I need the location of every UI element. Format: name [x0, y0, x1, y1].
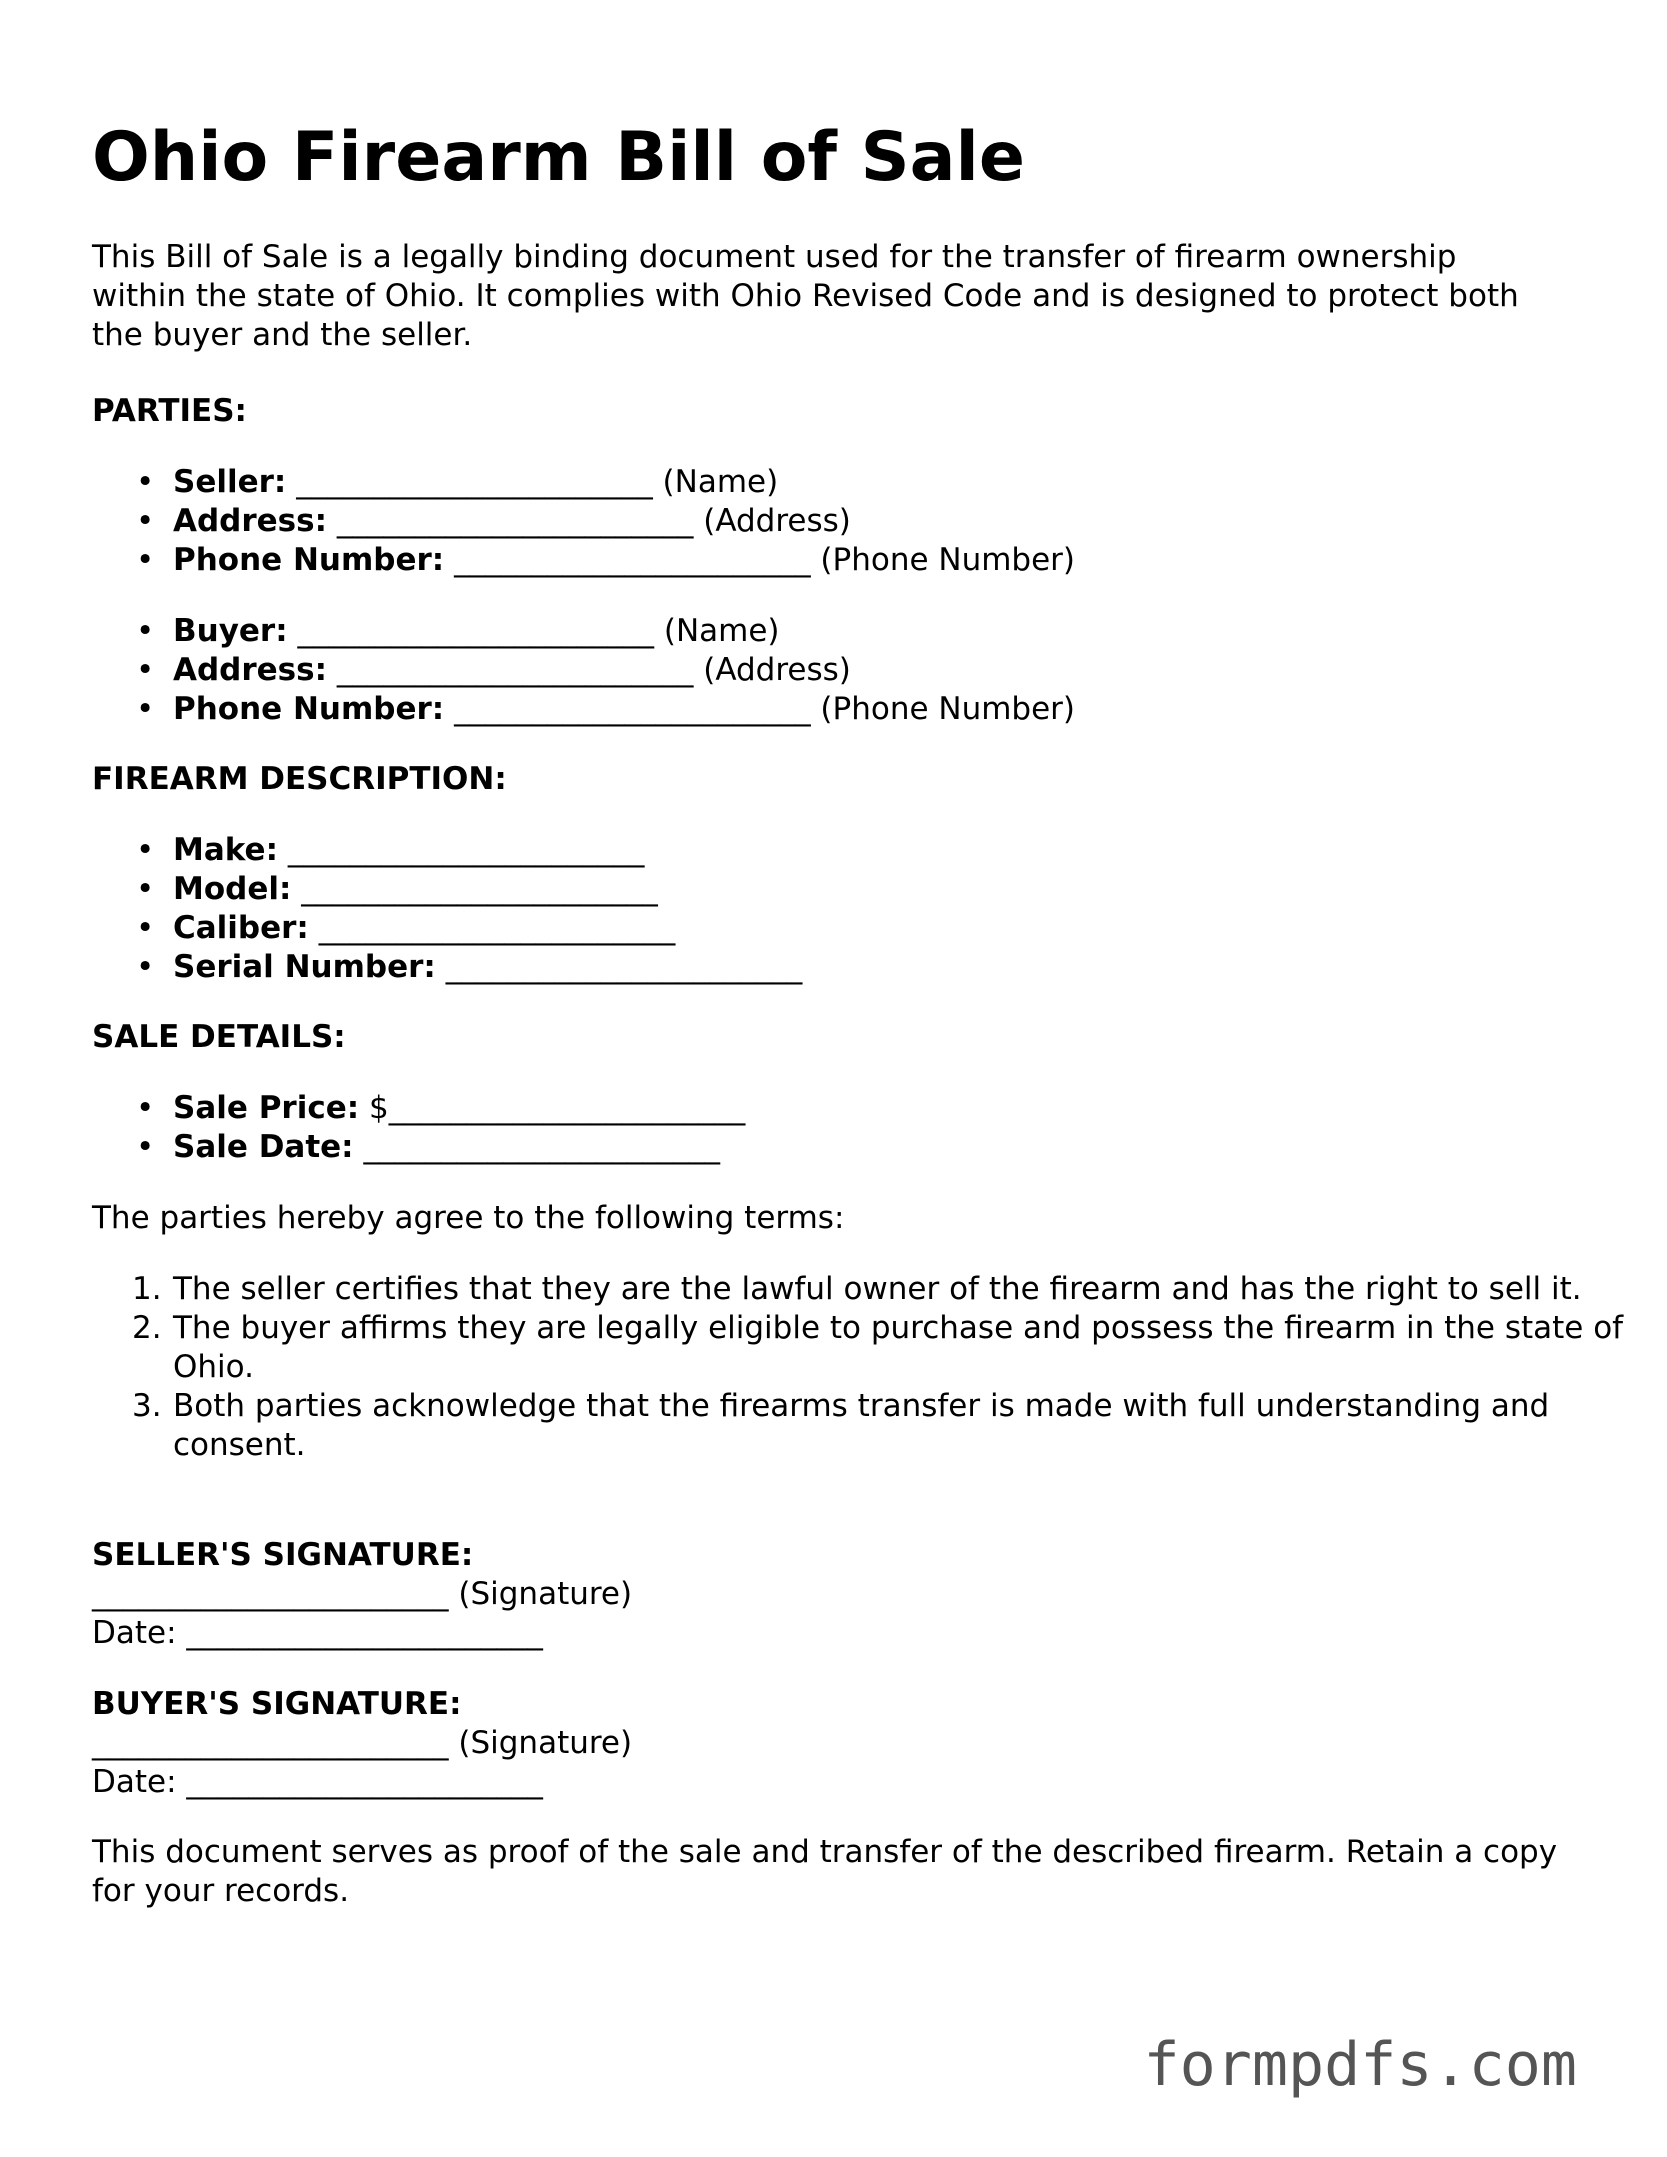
signature-hint: (Signature)	[458, 1725, 633, 1761]
buyer-phone-field	[92, 690, 1075, 729]
field-hint: (Address)	[703, 652, 851, 688]
term-number: 2.	[132, 1310, 162, 1346]
field-blank[interactable]: _______________________	[363, 1129, 720, 1165]
terms-intro: The parties hereby agree to the following terms:	[92, 1200, 845, 1236]
field-blank[interactable]: $_______________________	[368, 1090, 746, 1126]
firearm-fields-list	[92, 831, 802, 987]
field-hint: (Name)	[662, 464, 779, 500]
sale-details-heading: SALE DETAILS:	[92, 1019, 346, 1055]
field-hint: (Name)	[663, 613, 780, 649]
buyer-date-line	[92, 1763, 632, 1802]
firearm-serial-number-field	[92, 948, 802, 987]
term-text: The seller certifies that they are the lawful owner of the firearm and has the right to sell it.	[173, 1271, 1582, 1307]
term-item	[92, 1270, 1663, 1309]
sale-price-field	[92, 1089, 745, 1128]
term-text: The buyer affirms they are legally eligible to purchase and possess the firearm in the state of Ohio.	[173, 1310, 1624, 1385]
parties-heading: PARTIES:	[92, 393, 247, 429]
field-blank[interactable]: _______________________	[287, 832, 645, 868]
field-label: Buyer:	[173, 613, 288, 649]
field-label: Address:	[173, 503, 327, 539]
seller-name-field	[92, 463, 1075, 502]
field-hint: (Address)	[703, 503, 851, 539]
terms-list	[92, 1270, 1663, 1465]
field-label: Seller:	[173, 464, 287, 500]
field-blank[interactable]: _______________________	[454, 542, 811, 578]
field-label: Serial Number:	[173, 949, 436, 985]
firearm-make-field	[92, 831, 802, 870]
field-label: Sale Date:	[173, 1129, 354, 1165]
date-blank[interactable]: _______________________	[186, 1615, 543, 1651]
seller-address-field	[92, 502, 1075, 541]
field-blank[interactable]: _______________________	[318, 910, 676, 946]
field-blank[interactable]: _______________________	[297, 613, 654, 649]
term-item	[92, 1309, 1663, 1387]
field-label: Address:	[173, 652, 327, 688]
field-blank[interactable]: _______________________	[336, 652, 694, 688]
buyer-fields-list	[92, 612, 1075, 729]
field-label: Make:	[173, 832, 278, 868]
sale-fields-list	[92, 1089, 745, 1167]
sale-date-field	[92, 1128, 745, 1167]
field-hint: (Phone Number)	[820, 542, 1076, 578]
field-blank[interactable]: _______________________	[336, 503, 694, 539]
field-label: Phone Number:	[173, 691, 445, 727]
watermark-text: formpdfs.com	[1143, 2030, 1577, 2100]
date-label: Date:	[92, 1764, 177, 1800]
field-label: Model:	[173, 871, 292, 907]
buyer-signature-section	[92, 1685, 632, 1802]
field-blank[interactable]: _______________________	[296, 464, 653, 500]
closing-paragraph: This document serves as proof of the sale and transfer of the described firearm. Retain a copy for your records.	[92, 1834, 1558, 1909]
seller-signature-section	[92, 1536, 632, 1653]
field-hint: (Phone Number)	[820, 691, 1076, 727]
field-label: Caliber:	[173, 910, 309, 946]
term-number: 1.	[132, 1271, 162, 1307]
seller-fields-list	[92, 463, 1075, 580]
buyer-signature-heading: BUYER'S SIGNATURE:	[92, 1686, 462, 1722]
signature-blank[interactable]: _______________________	[92, 1725, 449, 1761]
signature-blank[interactable]: _______________________	[92, 1576, 449, 1612]
date-label: Date:	[92, 1615, 177, 1651]
signature-hint: (Signature)	[458, 1576, 633, 1612]
document-title: Ohio Firearm Bill of Sale	[92, 118, 1025, 197]
firearm-caliber-field	[92, 909, 802, 948]
seller-date-line	[92, 1614, 632, 1653]
field-label: Phone Number:	[173, 542, 445, 578]
field-label: Sale Price:	[173, 1090, 360, 1126]
buyer-address-field	[92, 651, 1075, 690]
seller-signature-line	[92, 1575, 632, 1614]
field-blank[interactable]: _______________________	[454, 691, 811, 727]
term-text: Both parties acknowledge that the firearms transfer is made with full understanding and consent.	[173, 1388, 1550, 1463]
firearm-model-field	[92, 870, 802, 909]
firearm-description-heading: FIREARM DESCRIPTION:	[92, 761, 507, 797]
field-blank[interactable]: _______________________	[301, 871, 658, 907]
buyer-name-field	[92, 612, 1075, 651]
buyer-signature-line	[92, 1724, 632, 1763]
term-number: 3.	[132, 1388, 162, 1424]
field-blank[interactable]: _______________________	[445, 949, 803, 985]
term-item	[92, 1387, 1663, 1465]
seller-phone-field	[92, 541, 1075, 580]
seller-signature-heading: SELLER'S SIGNATURE:	[92, 1537, 474, 1573]
intro-paragraph: This Bill of Sale is a legally binding document used for the transfer of firearm ownership within the state of Ohio. It complies with Ohio Revised Code and is designed to protect both the buyer and the seller.	[92, 239, 1519, 353]
date-blank[interactable]: _______________________	[186, 1764, 543, 1800]
